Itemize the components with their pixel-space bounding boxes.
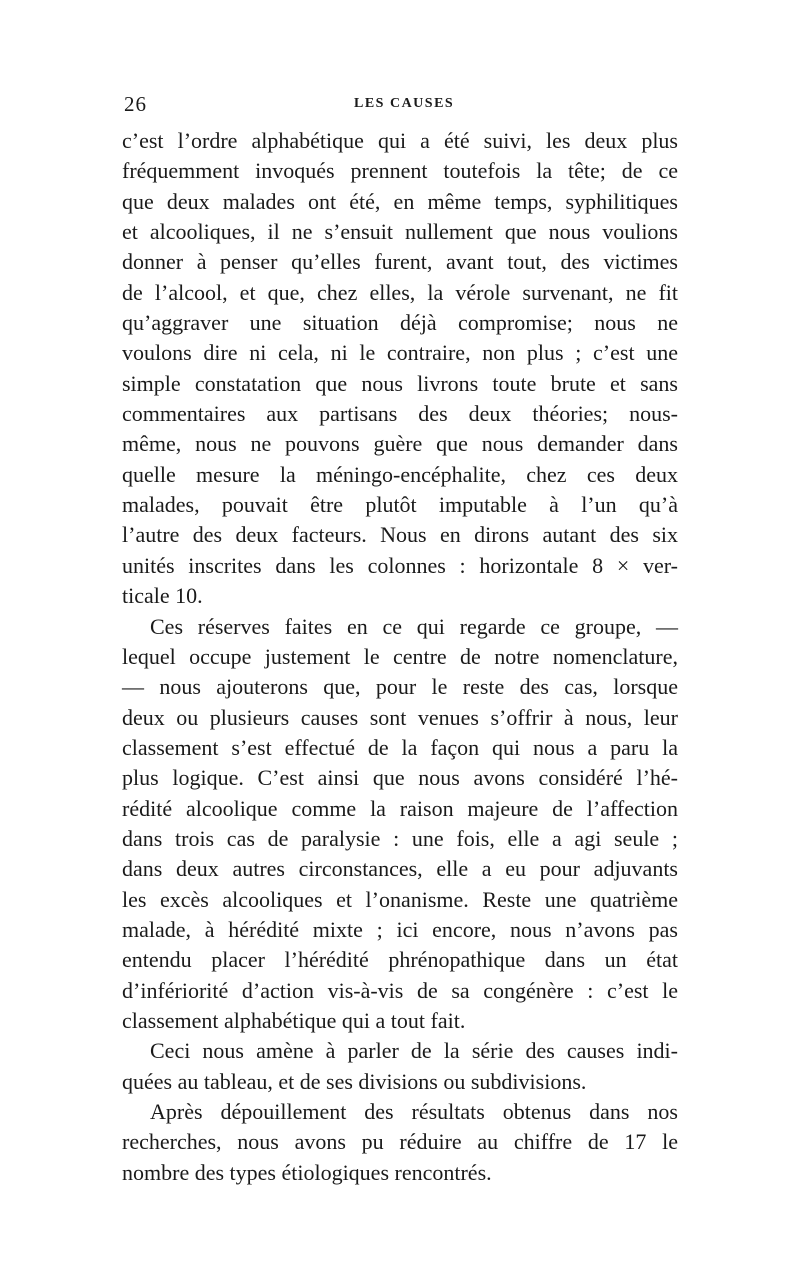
text-line: entendu placer l’hérédité phrénopathique dans un état xyxy=(122,947,678,973)
text-line: c’est l’ordre alphabétique qui a été suivi, les deux plus xyxy=(122,128,678,153)
text-line: même, nous ne pouvons guère que nous demander dans xyxy=(122,431,678,457)
text-line: malades, pouvait être plutôt imputable à l’un qu’à xyxy=(122,492,678,518)
text-line: lequel occupe justement le centre de notre nomenclature, xyxy=(122,643,678,669)
text-line: l’autre des deux facteurs. Nous en dirons autant des six xyxy=(122,522,678,548)
text-line: classement alphabétique qui a tout fait. xyxy=(122,1007,466,1033)
text-line: classement s’est effectué de la façon qui nous a paru la xyxy=(122,734,678,760)
running-head: LES CAUSES xyxy=(354,96,455,111)
text-line: deux ou plusieurs causes sont venues s’offrir à nous, leur xyxy=(122,704,678,730)
text-line: nombre des types étiologiques rencontrés. xyxy=(122,1159,492,1185)
text-line: et alcooliques, il ne s’ensuit nullement que nous voulions xyxy=(122,219,678,245)
text-line: qu’aggraver une situation déjà compromise; nous ne xyxy=(122,310,678,336)
text-line: dans deux autres circonstances, elle a eu pour adjuvants xyxy=(122,856,678,882)
text-line: que deux malades ont été, en même temps, syphilitiques xyxy=(122,188,678,214)
text-line: voulons dire ni cela, ni le contraire, non plus ; c’est une xyxy=(122,340,678,366)
text-line: quelle mesure la méningo-encéphalite, chez ces deux xyxy=(122,461,678,487)
text-line: Ces réserves faites en ce qui regarde ce groupe, — xyxy=(150,613,678,639)
text-line: Après dépouillement des résultats obtenus dans nos xyxy=(150,1099,678,1124)
text-line: plus logique. C’est ainsi que nous avons considéré l’hé- xyxy=(122,765,678,791)
text-line: simple constatation que nous livrons toute brute et sans xyxy=(122,370,678,396)
text-line: Ceci nous amène à parler de la série des causes indi- xyxy=(150,1038,678,1064)
page-header xyxy=(120,92,678,120)
text-line: — nous ajouterons que, pour le reste des cas, lorsque xyxy=(122,674,678,700)
text-line: malade, à hérédité mixte ; ici encore, nous n’avons pas xyxy=(122,916,678,942)
text-line: les excès alcooliques et l’onanisme. Reste une quatrième xyxy=(122,886,678,912)
body-text xyxy=(122,126,678,1188)
text-line: ticale 10. xyxy=(122,583,203,609)
text-line: rédité alcoolique comme la raison majeure de l’affection xyxy=(122,795,678,821)
text-line: dans trois cas de paralysie : une fois, elle a agi seule ; xyxy=(122,825,678,851)
text-line: de l’alcool, et que, chez elles, la vérole survenant, ne fit xyxy=(122,279,678,305)
text-line: d’infériorité d’action vis-à-vis de sa congénère : c’est le xyxy=(122,977,678,1003)
page-number: 26 xyxy=(124,92,147,116)
text-line: recherches, nous avons pu réduire au chiffre de 17 le xyxy=(122,1129,678,1155)
text-line: fréquemment invoqués prennent toutefois la tête; de ce xyxy=(122,158,678,184)
text-line: unités inscrites dans les colonnes : horizontale 8 × ver- xyxy=(122,552,678,578)
text-line: quées au tableau, et de ses divisions ou subdivisions. xyxy=(122,1068,587,1094)
text-line: donner à penser qu’elles furent, avant tout, des victimes xyxy=(122,249,678,275)
text-line: commentaires aux partisans des deux théories; nous- xyxy=(122,401,678,427)
